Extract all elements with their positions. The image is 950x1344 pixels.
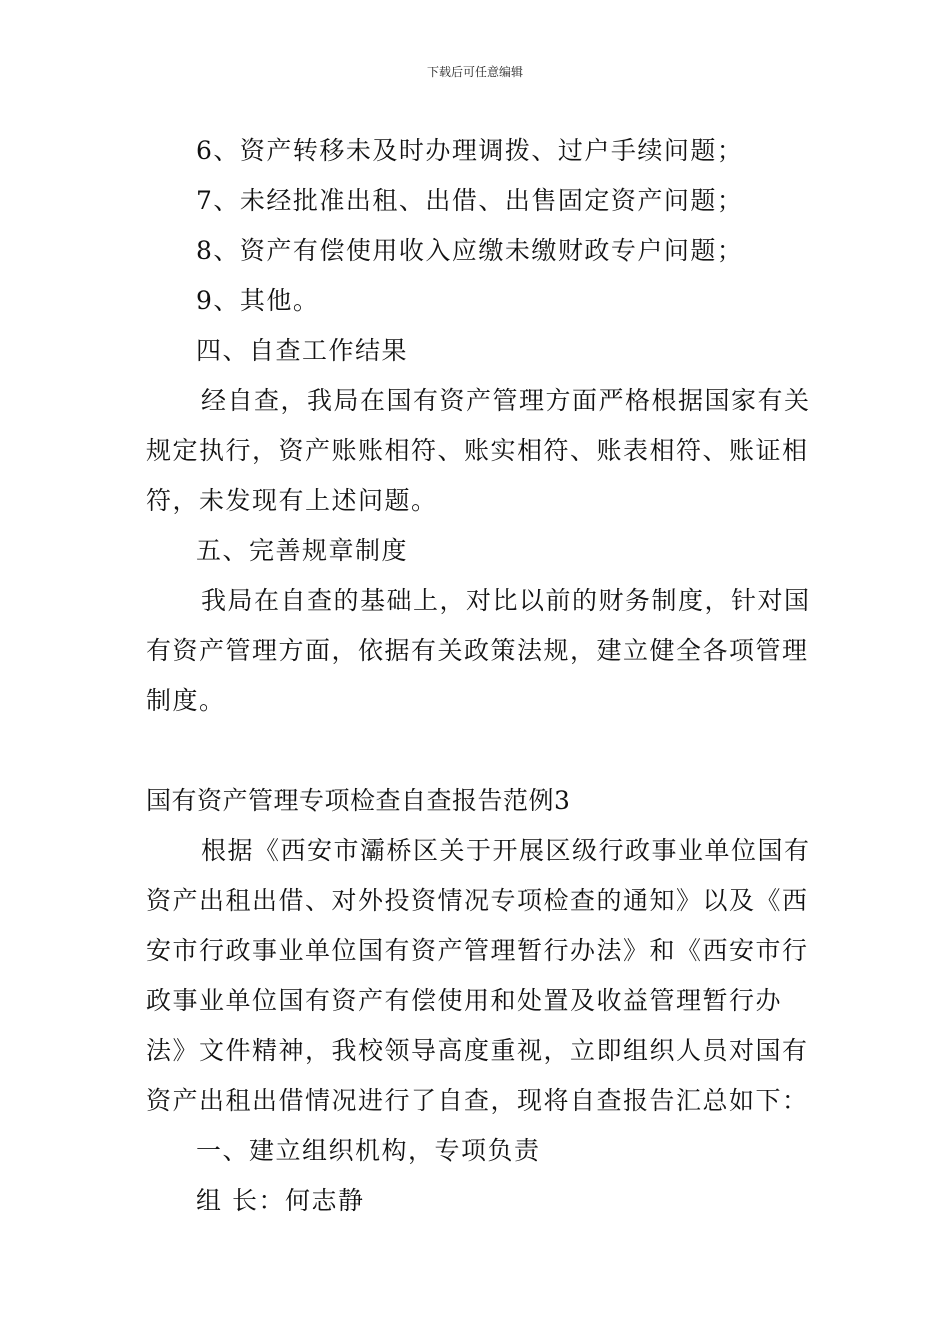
example-3-heading-1: 一、建立组织机构，专项负责 [196,1136,541,1165]
list-item-8: 8、资产有偿使用收入应缴未缴财政专户问题； [196,236,744,265]
example-3-title: 国有资产管理专项检查自查报告范例3 [146,786,571,815]
paragraph-line: 制度。 [146,686,226,715]
paragraph-line: 资产出租出借情况进行了自查，现将自查报告汇总如下： [146,1086,809,1115]
section-5-paragraph [146,576,811,726]
list-item-7: 7、未经批准出租、出借、出售固定资产问题； [196,186,744,215]
list-item-6: 6、资产转移未及时办理调拨、过户手续问题； [196,136,744,165]
paragraph-line: 政事业单位国有资产有偿使用和处置及收益管理暂行办 [146,986,783,1015]
section-4-heading: 四、自查工作结果 [196,336,409,365]
paragraph-line: 有资产管理方面，依据有关政策法规，建立健全各项管理 [146,636,809,665]
paragraph-line: 我局在自查的基础上，对比以前的财务制度，针对国 [201,586,811,615]
paragraph-line: 根据《西安市灞桥区关于开展区级行政事业单位国有 [201,836,811,865]
paragraph-line: 资产出租出借、对外投资情况专项检查的通知》以及《西 [146,886,809,915]
paragraph-line: 安市行政事业单位国有资产管理暂行办法》和《西安市行 [146,936,809,965]
paragraph-line: 符，未发现有上述问题。 [146,486,438,515]
group-leader-line: 组 长：何志静 [196,1186,365,1215]
section-4-paragraph [146,376,811,526]
page-header: 下载后可任意编辑 [426,65,523,79]
paragraph-line: 法》文件精神，我校领导高度重视，立即组织人员对国有 [146,1036,809,1065]
paragraph-line: 经自查，我局在国有资产管理方面严格根据国家有关 [201,386,811,415]
paragraph-line: 规定执行，资产账账相符、账实相符、账表相符、账证相 [146,436,809,465]
document-body [146,126,811,1226]
section-5-heading: 五、完善规章制度 [196,536,409,565]
example-3-paragraph [146,826,811,1126]
blank-line [146,726,806,776]
list-item-9: 9、其他。 [196,286,320,315]
